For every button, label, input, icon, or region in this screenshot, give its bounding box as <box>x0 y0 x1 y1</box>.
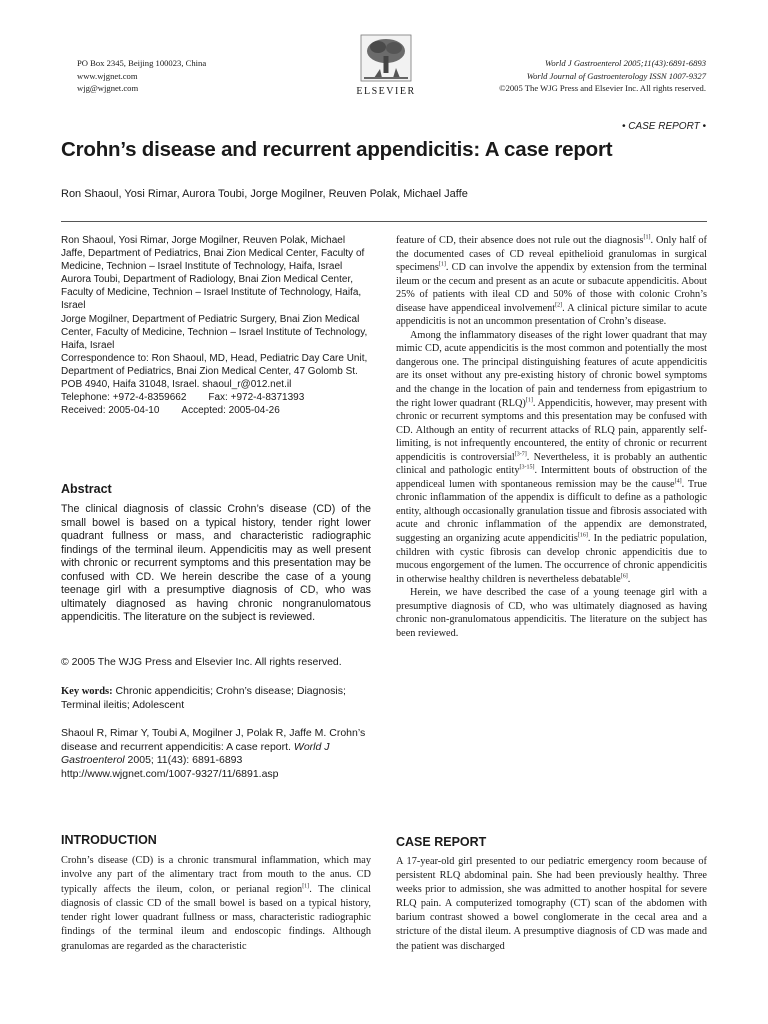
publisher-name: ELSEVIER <box>356 86 416 97</box>
abstract-text: The clinical diagnosis of classic Crohn’s disease (CD) of the small bowel is based on a typical history, tender right lower quadrant fullness or mass, and characteristic radiographic findings of the terminal ileum. Appendicitis may as well present with chronic or recurrent symptoms and this presentation may be confused with CD. We herein describe the case of a young teenage girl with a presumptive diagnosis of CD, who was ultimately diagnosed as having chronic nongranulomatous appendicitis. The literature on the subject is reviewed. <box>61 503 371 623</box>
article-authors: Ron Shaoul, Yosi Rimar, Aurora Toubi, Jorge Mogilner, Reuven Polak, Michael Jaffe <box>61 188 468 200</box>
accepted-date: Accepted: 2005-04-26 <box>181 405 280 417</box>
journal-citation: World J Gastroenterol 2005;11(43):6891-6893 <box>545 58 706 68</box>
introduction-text: Crohn’s disease (CD) is a chronic transmural inflammation, which may involve any part of the alimentary tract from mouth to the anus. CD typically affects the ileum, colon, or perianal region[1]. The clinical diagnosis of classic CD of the small bowel is based on a typical history, tender right lower quadrant fullness or mass, characteristic radiographic findings of the terminal ileum and endoscopic findings. Although granulomas are regarded as the characteristic <box>61 855 371 952</box>
case-report-heading: CASE REPORT <box>396 835 487 849</box>
citation-url[interactable]: http://www.wjgnet.com/1007-9327/11/6891.asp <box>61 767 279 780</box>
body-paragraph: feature of CD, their absence does not rule out the diagnosis[1]. Only half of the documented cases of CD reveal epithelioid granulomas in surgical specimens[1]. CD can involve the appendix by extension from the terminal ileum or the cecum and present as an acute or subacute appendicitis. About 25% of patients with ileal CD and 50% of those with colonic Crohn’s disease have appendiceal involvement[2]. A clinical picture similar to acute appendicitis is not an uncommon presentation of Crohn’s disease. <box>396 234 707 328</box>
citation <box>61 727 371 781</box>
correspondence: Correspondence to: Ron Shaoul, MD, Head, Pediatric Day Care Unit, Department of Pediatrics, Bnai Zion Medical Center, 47 Golomb St. POB 4940, Haifa 31048, Israel. shaoul_r@012.net.il <box>61 352 368 391</box>
contact-email[interactable]: wjg@wjgnet.com <box>77 83 139 93</box>
fax: Fax: +972-4-8371393 <box>208 392 305 404</box>
keywords-label: Key words: <box>61 686 113 697</box>
received-date: Received: 2005-04-10 <box>61 405 160 417</box>
citation-details: 2005; 11(43): 6891-6893 <box>127 754 243 767</box>
journal-info <box>499 57 706 95</box>
article-category: • CASE REPORT • <box>621 121 706 132</box>
publisher-logo <box>350 34 422 97</box>
contact-website[interactable]: www.wjgnet.com <box>77 70 138 81</box>
abstract-heading: Abstract <box>61 482 112 496</box>
telephone: Telephone: +972-4-8359662 <box>61 392 187 404</box>
affiliation: Ron Shaoul, Yosi Rimar, Jorge Mogilner, Reuven Polak, Michael Jaffe, Department of Pediatrics, Bnai Zion Medical Center, Faculty of Medicine, Technion – Israel Institute of Technology, Haifa, Israel <box>61 235 365 273</box>
title-divider <box>61 221 707 222</box>
journal-issn: World Journal of Gastroenterology ISSN 1007-9327 <box>526 70 706 81</box>
dates <box>61 404 371 417</box>
journal-contact <box>77 57 206 95</box>
body-paragraph: Herein, we have described the case of a young teenage girl with a presumptive diagnosis of CD, who was ultimately diagnosed as having chronic non-granulomatous appendicitis. The literature on the subject has been reviewed. <box>396 587 707 639</box>
citation-journal: World J Gastroenterol <box>61 740 330 767</box>
affiliations-block <box>61 234 371 417</box>
keywords-text: Chronic appendicitis; Crohn’s disease; Diagnosis; Terminal ileitis; Adolescent <box>61 685 346 711</box>
affiliation: Jorge Mogilner, Department of Pediatric Surgery, Bnai Zion Medical Center, Faculty of Medicine, Technion – Israel Institute of Technology, Haifa, Israel <box>61 313 368 351</box>
contact-address: PO Box 2345, Beijing 100023, China <box>77 58 207 68</box>
contact-phone-fax <box>61 391 371 404</box>
citation-text: Shaoul R, Rimar Y, Toubi A, Mogilner J, Polak R, Jaffe M. Crohn’s disease and recurrent appendicitis: A case report. <box>61 727 366 753</box>
case-report-text: A 17-year-old girl presented to our pediatric emergency room because of persistent RLQ abdominal pain. She had been previously healthy. Three weeks prior to admission, she was admitted to another hospital for severe RLQ pain. A computerized tomography (CT) scan of the abdomen with barium contrast showed a bowel conglomerate in the cecal area and a stricture of the distal ileum. A presumptive diagnosis of CD was made and the patient was discharged <box>396 856 707 952</box>
right-column-text <box>396 234 707 640</box>
affiliation: Aurora Toubi, Department of Radiology, Bnai Zion Medical Center, Faculty of Medicine, Technion – Israel Institute of Technology, Haifa, Israel <box>61 274 362 312</box>
article-title: Crohn’s disease and recurrent appendicitis: A case report <box>61 138 613 161</box>
introduction-heading: INTRODUCTION <box>61 833 157 847</box>
journal-copyright: ©2005 The WJG Press and Elsevier Inc. All rights reserved. <box>499 83 706 93</box>
elsevier-tree-logo-icon <box>360 34 412 82</box>
keywords <box>61 685 371 712</box>
abstract-copyright: © 2005 The WJG Press and Elsevier Inc. All rights reserved. <box>61 656 342 668</box>
body-paragraph: Among the inflammatory diseases of the right lower quadrant that may mimic CD, acute appendicitis is the most common and potentially the most dangerous one. The principal distinguishing features of acute appendicitis are its onset without any pre-existing history of chronic bowel symptoms and the change in the location of pain and tenderness from epigastrium to the right lower quadrant (RLQ)[1]. Appendicitis, however, may present with chronic or recurrent symptoms and this presentation may be confused with CD. Although an entity of recurrent attacks of RLQ pain, apparently self-limiting, is not infrequently encountered, the entity of chronic or recurrent appendicitis is controversial[3-7]. Nevertheless, it is probably an authentic clinical and pathologic entity[3-15]. Intermittent bouts of obstruction of the appendiceal lumen with spontaneous remission may be the cause[4]. True chronic inflammation of the appendix is difficult to define as a pathologic entity, although occasionally granulation tissue and fibrosis associated with acute and chronic inflammation of the appendix are demonstrated, suggesting an organizing acute appendicitis[16]. In the pediatric population, children with cystic fibrosis can develop chronic appendicitis due to mucous engorgement of the lumen. The occurrence of chronic appendicitis in otherwise healthy children is nevertheless debatable[6]. <box>396 329 708 585</box>
